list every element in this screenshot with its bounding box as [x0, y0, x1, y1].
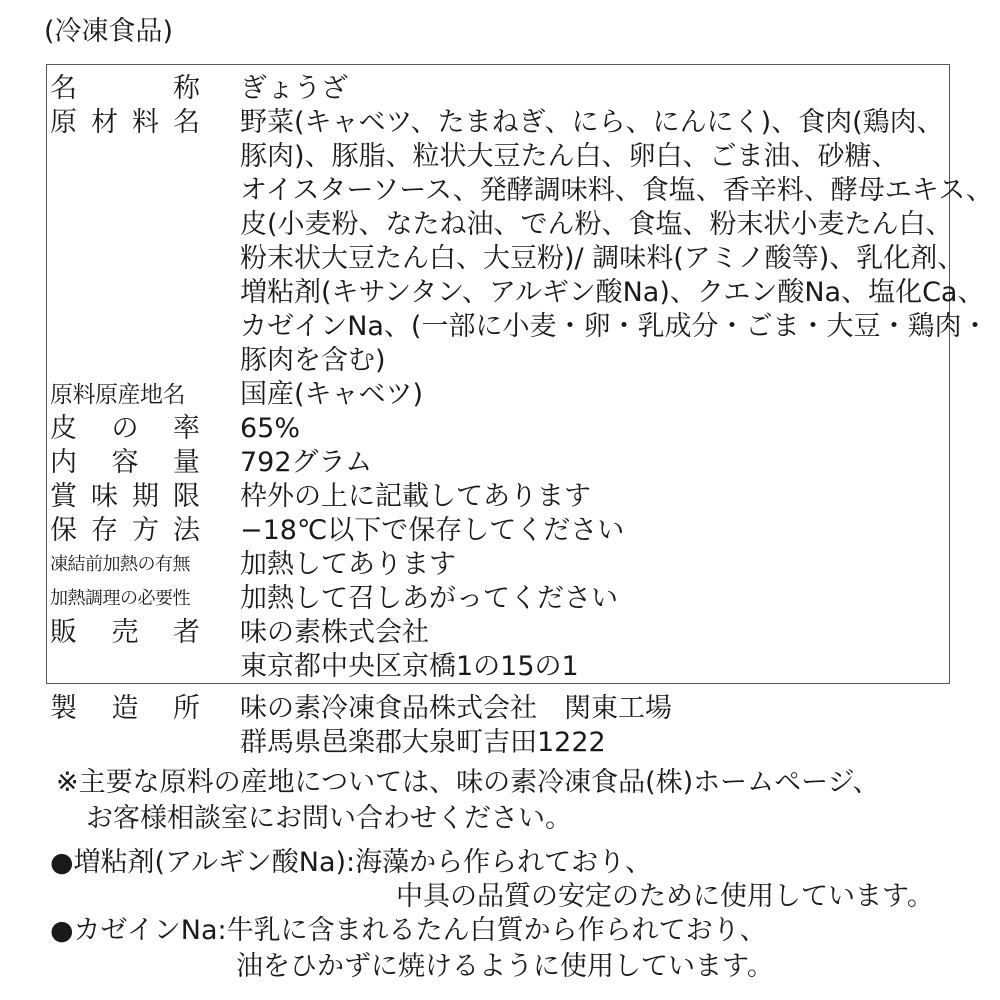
- ingredients-line: 粉末状大豆たん白、大豆粉)/ 調味料(アミノ酸等)、乳化剤、: [240, 243, 965, 274]
- name-label: 名 称: [50, 73, 200, 104]
- ingredients-line: 豚肉を含む): [240, 345, 386, 376]
- origin-label: 原料原産地名: [50, 382, 185, 408]
- manufacturer-name: 味の素冷凍食品株式会社 関東工場: [240, 693, 672, 724]
- ingredients-line: 皮(小麦粉、なたね油、でん粉、食塩、粉末状小麦たん白、: [240, 209, 953, 240]
- casein-note: 油をひかずに焼けるように使用しています。: [236, 951, 774, 982]
- manufacturer-label: 製 造 所: [50, 693, 200, 724]
- expiry-value: 枠外の上に記載してあります: [240, 481, 591, 512]
- content-label: 内 容 量: [50, 447, 200, 478]
- thickener-note: ●増粘剤(アルギン酸Na):海藻から作られており、: [50, 847, 653, 878]
- content-value: 792グラム: [240, 447, 373, 478]
- storage-label: 保 存 方 法: [50, 515, 200, 546]
- ingredients-line: オイスターソース、発酵調味料、食塩、香辛料、酵母エキス、: [240, 175, 994, 206]
- cook-value: 加熱して召しあがってください: [240, 583, 618, 614]
- ingredients-line: 増粘剤(キサンタン、アルギン酸Na)、クエン酸Na、塩化Ca、: [240, 277, 985, 308]
- thickener-note: 中具の品質の安定のために使用しています。: [396, 881, 934, 912]
- manufacturer-address: 群馬県邑楽郡大泉町吉田1222: [240, 727, 606, 758]
- ingredients-line: カゼインNa、(一部に小麦・卵・乳成分・ごま・大豆・鶏肉・: [240, 311, 989, 342]
- skin-ratio-label: 皮 の 率: [50, 413, 200, 444]
- origin-value: 国産(キャベツ): [240, 379, 424, 410]
- seller-name: 味の素株式会社: [240, 617, 429, 648]
- seller-label: 販 売 者: [50, 617, 200, 648]
- preheat-value: 加熱してあります: [240, 549, 456, 580]
- preheat-label: 凍結前加熱の有無: [50, 554, 190, 575]
- category-heading: (冷凍食品): [44, 16, 174, 47]
- expiry-label: 賞 味 期 限: [50, 481, 200, 512]
- seller-address: 東京都中央区京橋1の15の1: [240, 651, 579, 682]
- storage-value: −18℃以下で保存してください: [240, 515, 625, 546]
- cook-label: 加熱調理の必要性: [50, 588, 190, 609]
- skin-ratio-value: 65%: [240, 413, 301, 444]
- origin-note: ※主要な原料の産地については、味の素冷凍食品(株)ホームページ、: [56, 767, 880, 798]
- name-value: ぎょうざ: [240, 73, 348, 104]
- casein-note: ●カゼインNa:牛乳に含まれるたん白質から作られており、: [50, 915, 767, 946]
- origin-note: お客様相談室にお問い合わせください。: [86, 803, 572, 834]
- ingredients-line: 豚肉)、豚脂、粒状大豆たん白、卵白、ごま油、砂糖、: [240, 141, 899, 172]
- ingredients-line: 野菜(キャベツ、たまねぎ、にら、にんにく)、食肉(鶏肉、: [240, 107, 944, 138]
- ingredients-label: 原 材 料 名: [50, 107, 200, 138]
